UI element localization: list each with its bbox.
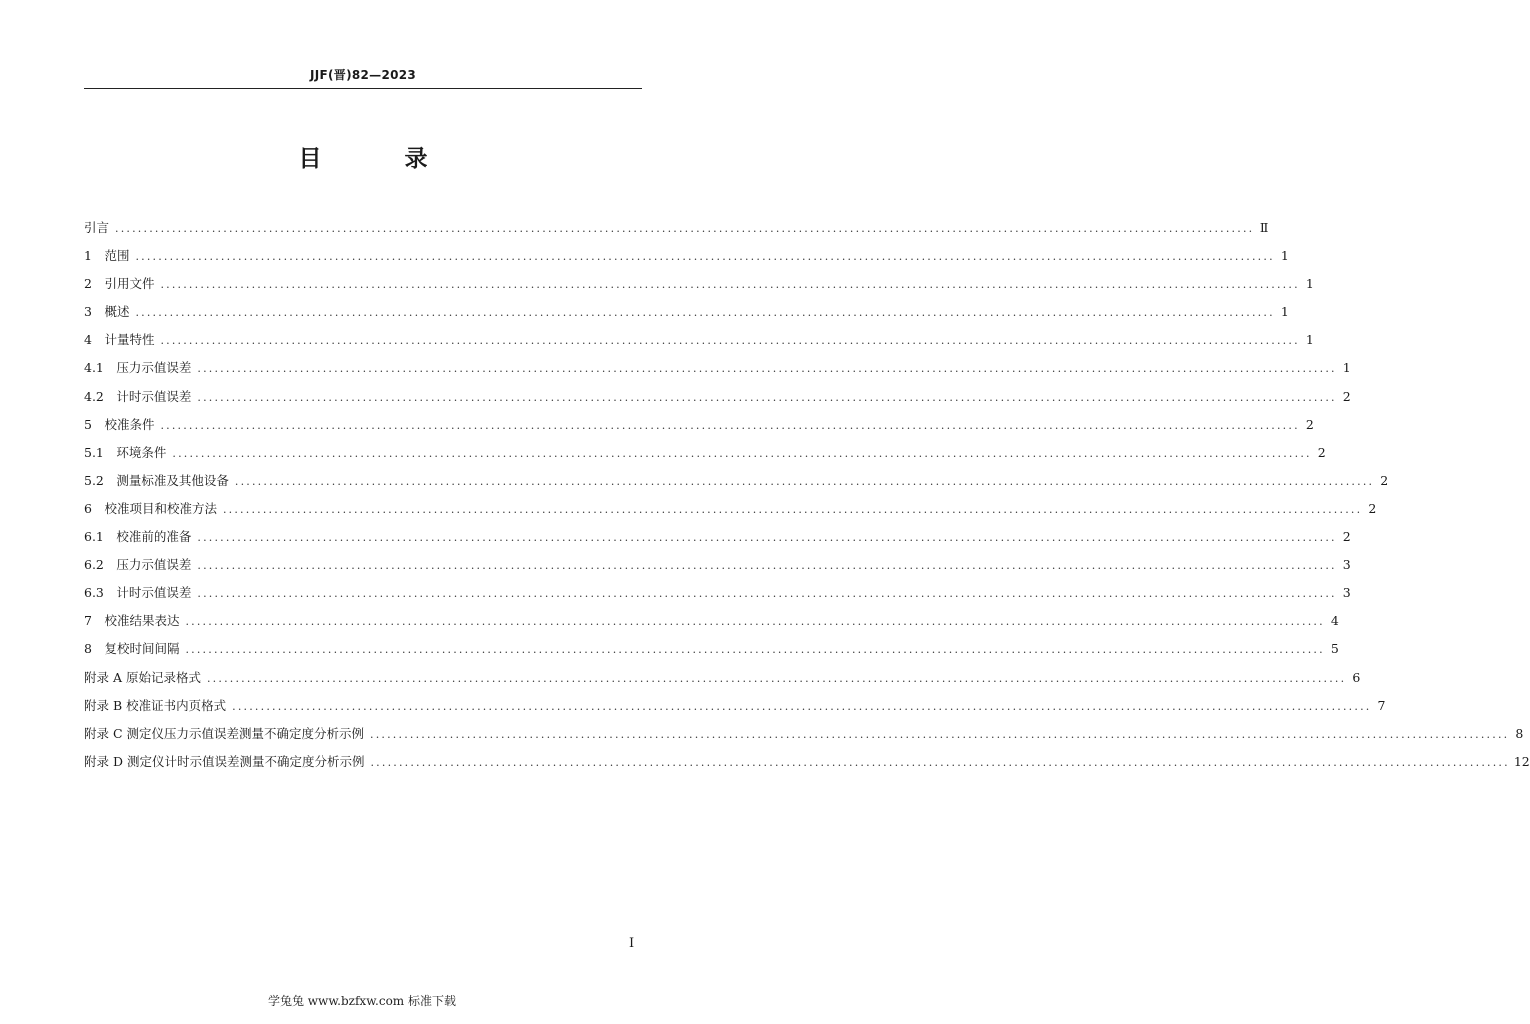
toc-entry[interactable] <box>84 579 1351 607</box>
toc-entry[interactable] <box>84 270 1314 298</box>
toc-entry-label: 3 概述 <box>84 304 130 320</box>
toc-leader-dots: ........................................................................................................................................................................................................ <box>370 727 1510 741</box>
toc-leader-dots: ........................................................................................................................................................................................................ <box>160 278 1300 292</box>
toc-leader-dots: ........................................................................................................................................................................................................ <box>172 446 1312 460</box>
toc-entry-label: 附录 A 原始记录格式 <box>84 669 201 685</box>
toc-entry-page: 12 <box>1513 753 1530 769</box>
toc-entry-page: 2 <box>1305 416 1314 432</box>
toc-leader-dots: ........................................................................................................................................................................................................ <box>206 671 1347 685</box>
toc-leader-dots: ........................................................................................................................................................................................................ <box>115 222 1255 235</box>
toc-entry[interactable] <box>84 495 1377 523</box>
table-of-contents <box>84 214 1530 776</box>
toc-entry-label: 引言 <box>84 220 110 235</box>
toc-leader-dots: ........................................................................................................................................................................................................ <box>234 474 1375 488</box>
toc-leader-dots: ........................................................................................................................................................................................................ <box>135 306 1275 320</box>
toc-entry-page: 8 <box>1515 725 1524 741</box>
toc-entry-page: 3 <box>1342 557 1351 573</box>
toc-entry-label: 4.1 压力示值误差 <box>84 360 192 376</box>
toc-entry[interactable] <box>84 664 1361 692</box>
toc-entry[interactable] <box>84 383 1351 411</box>
toc-entry-label: 6.1 校准前的准备 <box>84 529 192 545</box>
toc-entry-label: 4 计量特性 <box>84 332 155 348</box>
toc-entry-label: 附录 B 校准证书内页格式 <box>84 697 227 713</box>
toc-entry-label: 6.3 计时示值误差 <box>84 585 192 601</box>
toc-leader-dots: ........................................................................................................................................................................................................ <box>160 334 1300 348</box>
toc-entry-page: 4 <box>1330 613 1339 629</box>
toc-leader-dots: ........................................................................................................................................................................................................ <box>370 755 1510 769</box>
toc-entry-page: 1 <box>1305 276 1314 292</box>
toc-entry-label: 4.2 计时示值误差 <box>84 388 192 404</box>
toc-entry[interactable] <box>84 607 1339 635</box>
toc-entry-page: 2 <box>1317 444 1326 460</box>
toc-entry-page: 1 <box>1305 332 1314 348</box>
toc-entry-page: 5 <box>1330 641 1339 657</box>
toc-entry-page: 2 <box>1380 472 1389 488</box>
toc-entry-page: 1 <box>1342 360 1351 376</box>
toc-entry[interactable] <box>84 720 1524 748</box>
toc-entry[interactable] <box>84 354 1351 382</box>
toc-entry-page: 1 <box>1280 304 1289 320</box>
toc-entry-label: 8 复校时间间隔 <box>84 641 180 657</box>
toc-leader-dots: ........................................................................................................................................................................................................ <box>197 531 1337 545</box>
header-rule <box>84 88 642 89</box>
toc-entry-label: 7 校准结果表达 <box>84 613 180 629</box>
toc-entry[interactable] <box>84 242 1289 270</box>
toc-entry[interactable] <box>84 298 1289 326</box>
toc-entry-label: 附录 C 测定仪压力示值误差测量不确定度分析示例 <box>84 725 365 741</box>
toc-entry[interactable] <box>84 523 1351 551</box>
toc-leader-dots: ........................................................................................................................................................................................................ <box>197 559 1337 573</box>
toc-leader-dots: ........................................................................................................................................................................................................ <box>185 615 1325 629</box>
page-title: 目 录 <box>298 146 458 172</box>
toc-entry-label: 附录 D 测定仪计时示值误差测量不确定度分析示例 <box>84 753 365 769</box>
toc-entry[interactable] <box>84 551 1351 579</box>
toc-entry-page: Ⅱ <box>1259 220 1269 235</box>
toc-leader-dots: ........................................................................................................................................................................................................ <box>135 250 1275 264</box>
toc-entry-page: 1 <box>1280 248 1289 264</box>
toc-entry-page: 2 <box>1342 529 1351 545</box>
toc-entry-page: 2 <box>1368 500 1377 516</box>
toc-entry-label: 6.2 压力示值误差 <box>84 557 192 573</box>
toc-leader-dots: ........................................................................................................................................................................................................ <box>160 418 1300 432</box>
toc-entry[interactable] <box>84 326 1314 354</box>
toc-leader-dots: ........................................................................................................................................................................................................ <box>197 390 1337 404</box>
page-number: Ⅰ <box>629 936 635 951</box>
toc-entry-label: 5 校准条件 <box>84 416 155 432</box>
toc-leader-dots: ........................................................................................................................................................................................................ <box>185 643 1325 657</box>
toc-entry[interactable] <box>84 214 1269 242</box>
toc-entry-label: 1 范围 <box>84 248 130 264</box>
toc-entry-page: 2 <box>1342 388 1351 404</box>
toc-entry-page: 7 <box>1377 697 1386 713</box>
toc-entry-page: 3 <box>1342 585 1351 601</box>
toc-entry[interactable] <box>84 467 1389 495</box>
toc-leader-dots: ........................................................................................................................................................................................................ <box>197 362 1337 376</box>
toc-entry-label: 2 引用文件 <box>84 276 155 292</box>
toc-entry[interactable] <box>84 439 1326 467</box>
document-code-header: JJF(晋)82—2023 <box>309 68 417 82</box>
toc-leader-dots: ........................................................................................................................................................................................................ <box>232 699 1372 713</box>
toc-entry-page: 6 <box>1352 669 1361 685</box>
toc-entry-label: 6 校准项目和校准方法 <box>84 500 217 516</box>
toc-leader-dots: ........................................................................................................................................................................................................ <box>197 587 1337 601</box>
toc-entry[interactable] <box>84 411 1314 439</box>
toc-entry[interactable] <box>84 635 1339 663</box>
toc-entry[interactable] <box>84 748 1530 776</box>
toc-leader-dots: ........................................................................................................................................................................................................ <box>222 502 1363 516</box>
toc-entry-label: 5.2 测量标准及其他设备 <box>84 472 229 488</box>
toc-entry-label: 5.1 环境条件 <box>84 444 167 460</box>
toc-entry[interactable] <box>84 692 1386 720</box>
footer-watermark: 学兔兔 www.bzfxw.com 标准下载 <box>267 994 457 1008</box>
